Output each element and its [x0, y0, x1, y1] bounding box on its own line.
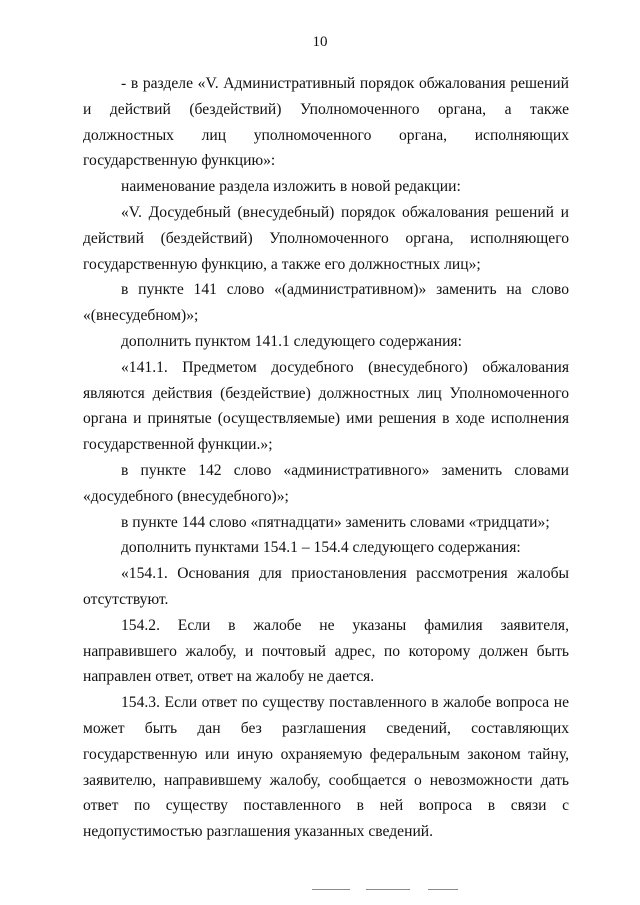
paragraph-item-154-1: «154.1. Основания для приостановления рассмотрения жалобы отсутствуют.	[83, 565, 569, 608]
paragraph-new-title-instruction: наименование раздела изложить в новой редакции:	[121, 178, 461, 196]
document-body	[83, 71, 569, 845]
paragraph-add-154: дополнить пунктами 154.1 – 154.4 следующего содержания:	[121, 539, 521, 557]
page-number: 10	[312, 34, 328, 50]
paragraph-item-154-2: 154.2. Если в жалобе не указаны фамилия заявителя, направившего жалобу, и почтовый адрес, по которому должен быть направлен ответ, ответ на жалобу не дается.	[83, 616, 569, 686]
paragraph-add-141-1: дополнить пунктом 141.1 следующего содержания:	[121, 332, 462, 350]
paragraph-new-section-title: «V. Досудебный (внесудебный) порядок обжалования решений и действий (бездействий) Уполномоченного органа, исполняющего государственную функцию, а также его должностных лиц»;	[83, 203, 569, 273]
paragraph-item-154-3: 154.3. Если ответ по существу поставленного в жалобе вопроса не может быть дан без разглашения сведений, составляющих государственную или иную охраняемую федеральным законом тайну, заявителю, направившему жалобу, сообщается о невозможности дать ответ по существу поставленного в ней вопроса в связи с недопустимостью разглашения указанных сведений.	[83, 694, 569, 841]
paragraph-item-142: в пункте 142 слово «административного» заменить словами «досудебного (внесудебного)»;	[83, 461, 569, 505]
paragraph-item-141-1: «141.1. Предметом досудебного (внесудебного) обжалования являются действия (бездействие) должностных лиц Уполномоченного органа и принятые (осуществляемые) ими решения в ходе исполнения государственной функции.»;	[83, 358, 569, 454]
footer-scan-line	[366, 889, 410, 890]
footer-scan-line	[312, 889, 350, 890]
paragraph-item-144: в пункте 144 слово «пятнадцати» заменить словами «тридцати»;	[121, 513, 550, 531]
footer-scan-line	[428, 889, 458, 890]
paragraph-item-141: в пункте 141 слово «(административном)» заменить на слово «(внесудебном)»;	[83, 281, 569, 325]
paragraph-section-v-reference: - в разделе «V. Административный порядок обжалования решений и действий (бездействий) Уполномоченного органа, а также должностных лиц уполномоченного органа, исполняющих государственную функцию»:	[83, 75, 569, 170]
